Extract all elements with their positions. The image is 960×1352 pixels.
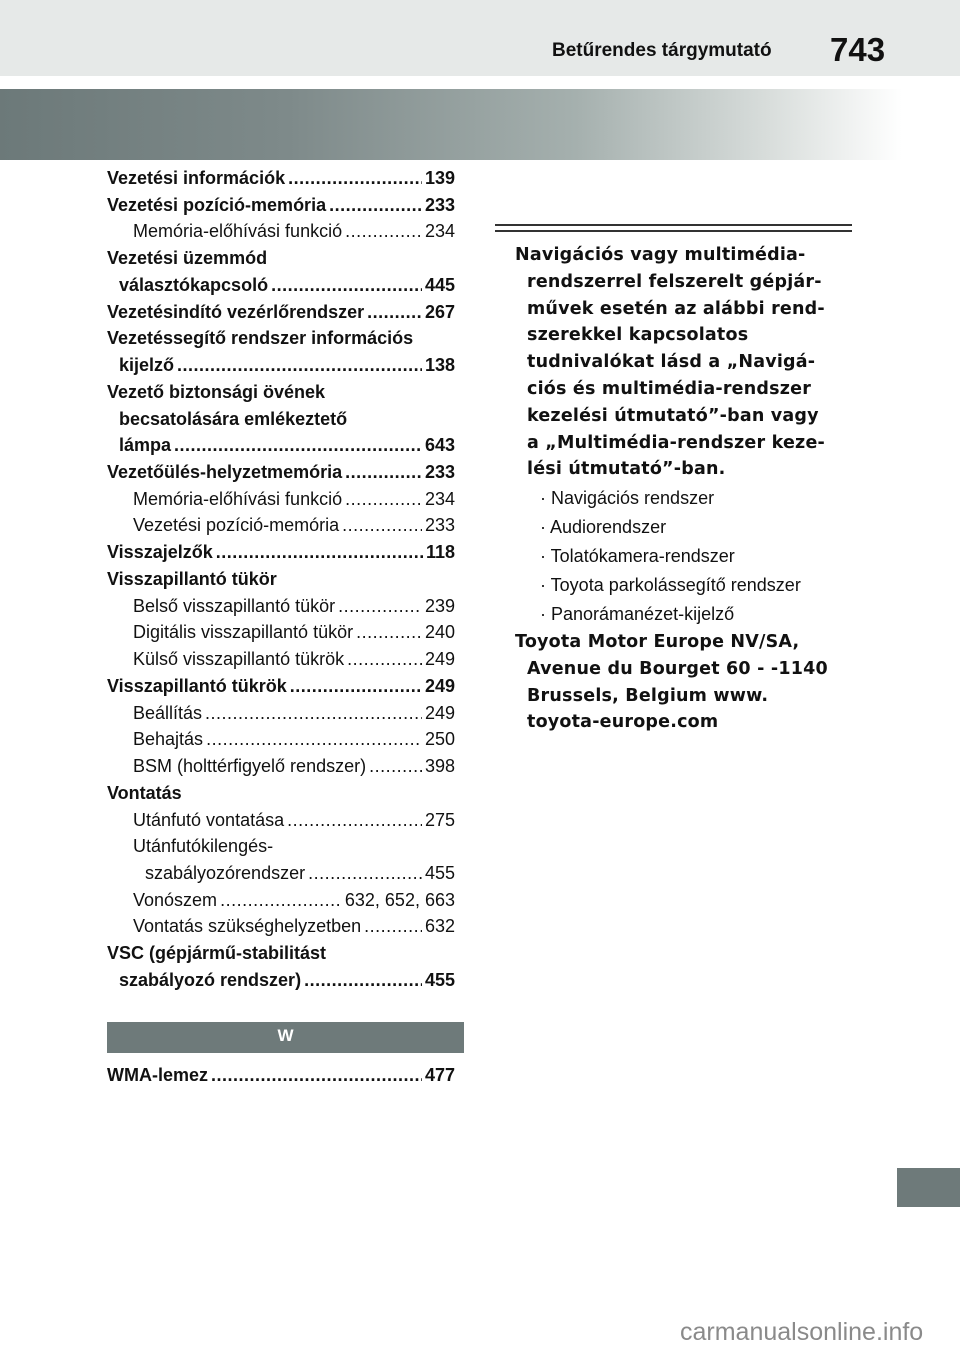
dot-leader (345, 487, 422, 511)
entry-page: 632 (424, 916, 455, 937)
index-entry (133, 620, 455, 644)
entry-term: Külső visszapillantó tükrök (133, 649, 345, 670)
index-entry (119, 433, 455, 457)
entry-page: 233 (424, 462, 455, 483)
entry-term: Beállítás (133, 702, 203, 723)
entry-term: Visszapillantó tükör (107, 568, 277, 589)
entry-page: 643 (424, 435, 455, 456)
entry-term: Memória-előhívási funkció (133, 488, 343, 509)
entry-page: 249 (424, 649, 455, 670)
system-list-item: · Tolatókamera-rendszer (540, 546, 735, 566)
entry-page: 445 (424, 274, 455, 295)
entry-term: Vezetéssegítő rendszer információs (107, 328, 414, 349)
entry-page: 455 (424, 862, 455, 883)
index-entry (133, 834, 455, 858)
entry-term: Vezetési pozíció-memória (107, 194, 327, 215)
note-line: Navigációs vagy multimédia- (515, 245, 806, 265)
index-entry (107, 941, 455, 965)
section-letter-bar: W (107, 1022, 464, 1053)
index-entry (133, 647, 455, 671)
entry-page: 455 (424, 969, 455, 990)
note-line: ciós és multimédia-rendszer (527, 379, 812, 399)
index-entry (107, 300, 455, 324)
entry-page: 249 (424, 675, 455, 696)
entry-page: 275 (424, 809, 455, 830)
index-entry (107, 380, 455, 404)
entry-term: Utánfutó vontatása (133, 809, 285, 830)
index-entry (107, 460, 455, 484)
address-line: Avenue du Bourget 60 - -1140 (527, 658, 828, 679)
entry-page: 118 (425, 542, 455, 563)
divider-line (495, 230, 852, 232)
section-title: Betűrendes tárgymutató (552, 40, 772, 61)
entry-term: Vontatás (107, 782, 182, 803)
index-entry (107, 781, 455, 805)
index-entry (133, 701, 455, 725)
dot-leader (356, 620, 422, 644)
dot-leader (174, 433, 422, 457)
entry-term: Vonószem (133, 889, 218, 910)
note-line: a „Multimédia-rendszer keze- (527, 432, 825, 453)
entry-term: szabályozó rendszer) (119, 969, 302, 990)
index-entry (107, 193, 455, 217)
index-entry (107, 326, 455, 350)
entry-page: 139 (424, 168, 455, 188)
chapter-tab (897, 1168, 960, 1207)
index-entry (133, 727, 455, 751)
index-entry (107, 166, 455, 190)
dot-leader (290, 674, 422, 698)
entry-term: Behajtás (133, 729, 204, 750)
entry-page: 267 (424, 301, 455, 322)
entry-term: Vezetésindító vezérlőrendszer (107, 301, 365, 322)
dot-leader (342, 513, 422, 537)
dot-leader (304, 968, 422, 992)
entry-term: BSM (holttérfigyelő rendszer) (133, 756, 367, 777)
note-line: tudnivalókat lásd a „Navigá- (527, 352, 816, 373)
entry-page: 398 (424, 756, 455, 777)
dot-leader (364, 914, 422, 938)
note-line: kezelési útmutató”-ban vagy (527, 405, 819, 426)
dot-leader (345, 219, 422, 243)
entry-page: 240 (424, 622, 455, 643)
system-list-item: · Navigációs rendszer (540, 488, 715, 508)
index-entry (119, 273, 455, 297)
entry-page: 138 (424, 355, 455, 376)
dot-leader (177, 353, 422, 377)
entry-term: Belső visszapillantó tükör (133, 595, 336, 616)
dot-leader (216, 540, 423, 564)
header-band (0, 0, 960, 76)
entry-term: lámpa (119, 435, 172, 456)
entry-term: Vezetőülés-helyzetmemória (107, 462, 343, 483)
entry-page: 234 (424, 488, 455, 509)
dot-leader (345, 460, 422, 484)
entry-term: Utánfutókilengés- (133, 836, 274, 857)
entry-term: szabályozórendszer (145, 862, 306, 883)
decorative-gradient-band (0, 89, 960, 160)
system-list-item: · Toyota parkolássegítő rendszer (540, 575, 801, 595)
index-entry (107, 674, 455, 698)
dot-leader (206, 727, 422, 751)
address-line: Brussels, Belgium www. (527, 685, 769, 706)
entry-term: Visszapillantó tükrök (107, 675, 287, 696)
entry-term: Memória-előhívási funkció (133, 221, 343, 242)
entry-page: 632, 652, 663 (344, 889, 455, 910)
index-entry (133, 219, 455, 243)
entry-page: 249 (424, 702, 455, 723)
index-entry (133, 754, 455, 778)
index-entry (119, 407, 455, 431)
dot-leader (369, 754, 422, 778)
entry-term: kijelző (119, 355, 175, 376)
entry-page: 250 (424, 729, 455, 750)
dot-leader (347, 647, 422, 671)
watermark: carmanualsonline.info (680, 1318, 924, 1346)
dot-leader (211, 1063, 422, 1087)
entry-page: 239 (424, 595, 455, 616)
index-entry (119, 968, 455, 992)
index-entry (133, 808, 455, 832)
note-line: művek esetén az alábbi rend- (527, 298, 825, 319)
note-line: szerekkel kapcsolatos (527, 325, 749, 346)
entry-term: Vezető biztonsági övének (107, 381, 326, 402)
system-list-item: · Audiorendszer (540, 517, 667, 537)
dot-leader (338, 594, 422, 618)
entry-term: Visszajelzők (107, 542, 213, 563)
page-number: 743 (830, 31, 886, 68)
dot-leader (367, 300, 422, 324)
entry-term: becsatolására emlékeztető (119, 408, 348, 429)
entry-term: Vezetési információk (107, 168, 286, 188)
index-entry (133, 888, 455, 912)
dot-leader (287, 808, 422, 832)
index-entry (133, 513, 455, 537)
entry-page: 477 (424, 1065, 455, 1085)
entry-page: 233 (424, 194, 455, 215)
index-entry (145, 861, 455, 885)
dot-leader (288, 166, 422, 190)
entry-term: VSC (gépjármű-stabilitást (107, 943, 327, 964)
index-entry (119, 353, 455, 377)
note-line: rendszerrel felszerelt gépjár- (527, 271, 822, 292)
entry-term: Vezetési pozíció-memória (133, 515, 340, 536)
entry-term: Vontatás szükséghelyzetben (133, 916, 362, 937)
index-entry (107, 246, 455, 270)
address-line: Toyota Motor Europe NV/SA, (515, 632, 800, 652)
address-line: toyota-europe.com (527, 712, 719, 733)
dot-leader (220, 888, 342, 912)
dot-leader (205, 701, 422, 725)
entry-term: WMA-lemez (107, 1065, 209, 1085)
index-entry (107, 1063, 455, 1087)
dot-leader (308, 861, 422, 885)
dot-leader (271, 273, 422, 297)
entry-page: 233 (424, 515, 455, 536)
note-line: lési útmutató”-ban. (527, 459, 726, 480)
index-entry (107, 567, 455, 591)
index-entry (133, 914, 455, 938)
entry-term: Vezetési üzemmód (107, 248, 268, 269)
index-entry (133, 487, 455, 511)
divider-line (495, 224, 852, 226)
index-entry (133, 594, 455, 618)
dot-leader (329, 193, 422, 217)
entry-term: Digitális visszapillantó tükör (133, 622, 354, 643)
entry-term: választókapcsoló (119, 274, 269, 295)
index-entry (107, 540, 455, 564)
system-list-item: · Panorámanézet-kijelző (540, 604, 735, 624)
entry-page: 234 (424, 221, 455, 242)
